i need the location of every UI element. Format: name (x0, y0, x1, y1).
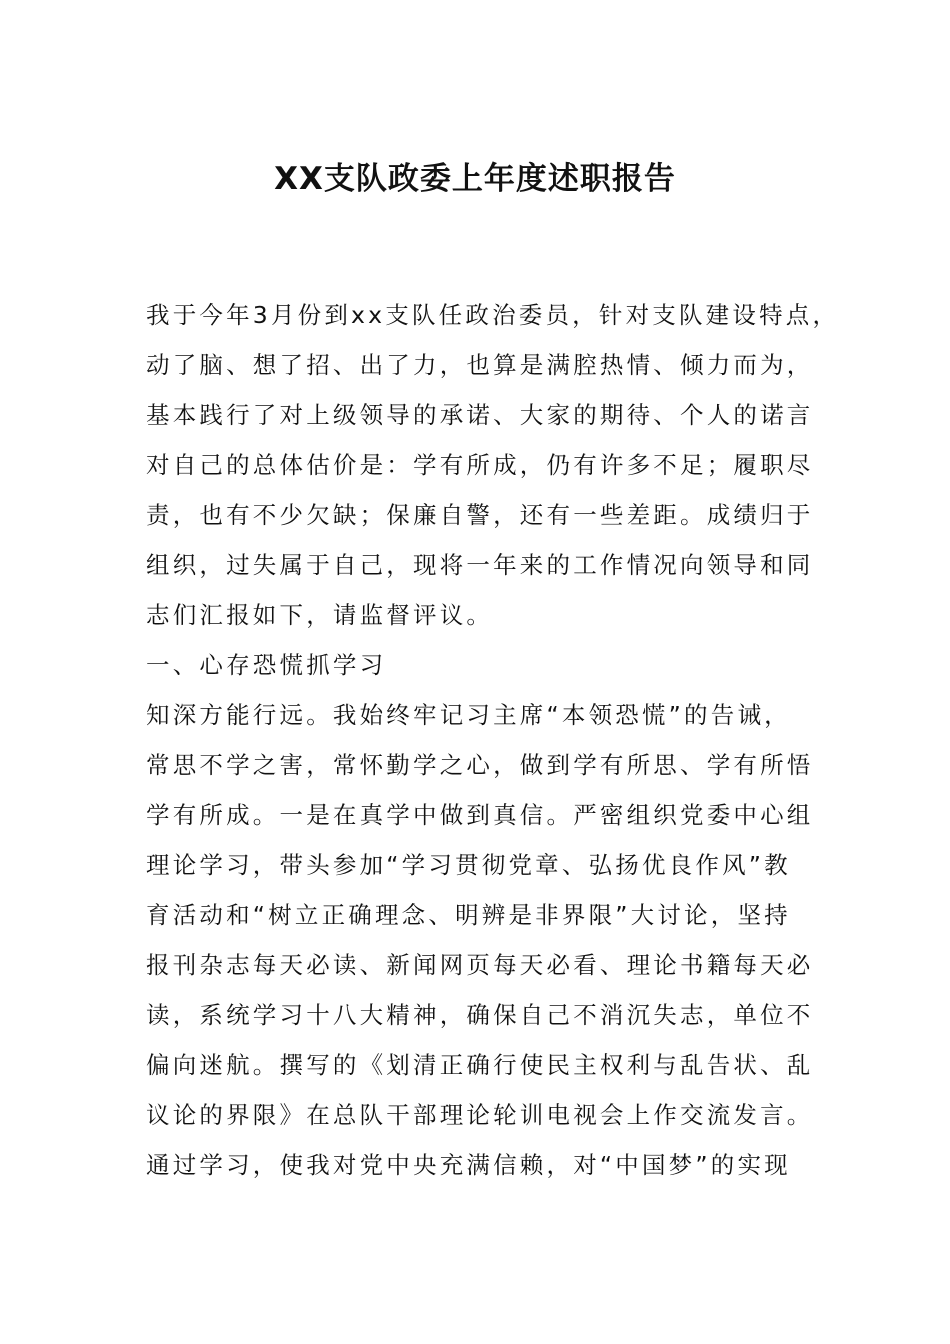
body-line: 偏向迷航。撰写的《划清正确行使民主权利与乱告状、乱 (146, 1051, 814, 1079)
body-line: 志们汇报如下，请监督评议。 (146, 601, 494, 629)
body-line: 学有所成。一是在真学中做到真信。严密组织党委中心组 (146, 801, 814, 829)
body-line: 动了脑、想了招、出了力，也算是满腔热情、倾力而为， (146, 351, 814, 379)
body-line: 责，也有不少欠缺；保廉自警，还有一些差距。成绩归于 (146, 501, 814, 529)
document-title: XX支队政委上年度述职报告 (274, 161, 676, 197)
body-line: 报刊杂志每天必读、新闻网页每天必看、理论书籍每天必 (146, 951, 814, 979)
body-line: 育活动和“树立正确理念、明辨是非界限”大讨论，坚持 (146, 901, 791, 929)
body-line: 知深方能行远。我始终牢记习主席“本领恐慌”的告诫， (146, 701, 791, 729)
body-line: 议论的界限》在总队干部理论轮训电视会上作交流发言。 (146, 1101, 814, 1129)
body-line: 理论学习，带头参加“学习贯彻党章、弘扬优良作风”教 (146, 851, 791, 879)
body-line: 常思不学之害，常怀勤学之心，做到学有所思、学有所悟 (146, 751, 814, 779)
body-line: 对自己的总体估价是：学有所成，仍有许多不足；履职尽 (146, 451, 814, 479)
body-line: 我于今年3月份到xx支队任政治委员，针对支队建设特点， (146, 301, 840, 329)
document-body (146, 290, 846, 1190)
body-line: 组织，过失属于自己，现将一年来的工作情况向领导和同 (146, 551, 814, 579)
section-heading: 一、心存恐慌抓学习 (146, 651, 387, 679)
body-line: 读，系统学习十八大精神，确保自己不消沉失志，单位不 (146, 1001, 814, 1029)
body-line: 基本践行了对上级领导的承诺、大家的期待、个人的诺言 (146, 401, 814, 429)
body-line: 通过学习，使我对党中央充满信赖，对“中国梦”的实现 (146, 1151, 791, 1179)
